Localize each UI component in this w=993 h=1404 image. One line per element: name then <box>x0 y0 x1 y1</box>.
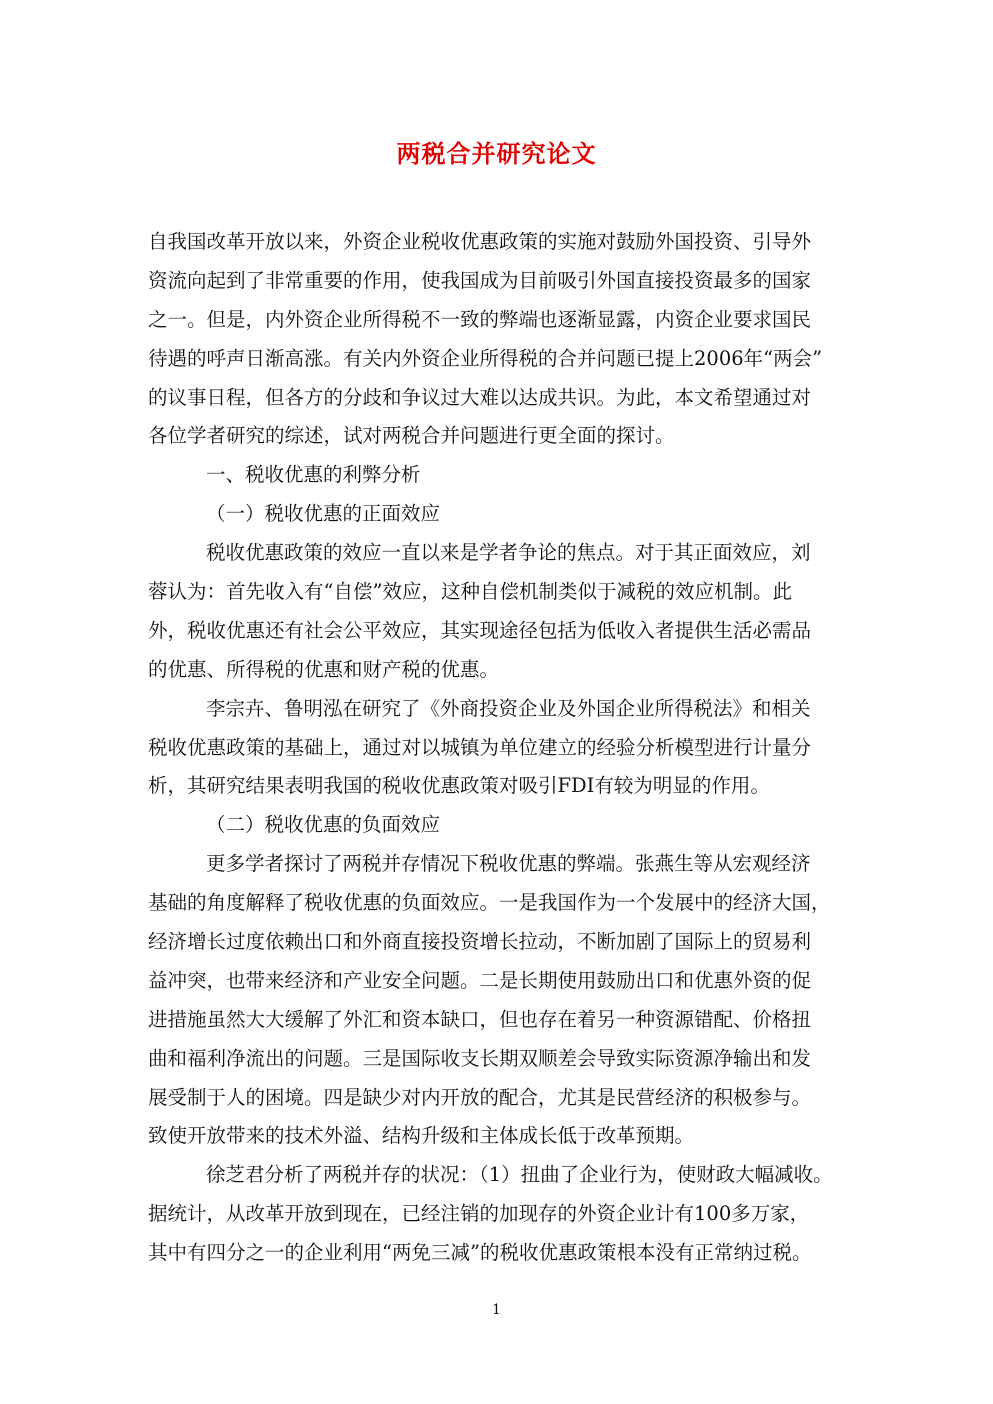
body-text <box>148 223 860 1273</box>
text-line: 资流向起到了非常重要的作用，使我国成为目前吸引外国直接投资最多的国家 <box>148 268 812 292</box>
text-line: 展受制于人的困境。四是缺少对内开放的配合，尤其是民营经济的积极参与。 <box>148 1085 812 1109</box>
text-line: 外，税收优惠还有社会公平效应，其实现途径包括为低收入者提供生活必需品 <box>148 618 812 642</box>
text-line: 一、税收优惠的利弊分析 <box>206 463 421 487</box>
text-line: 的优惠、所得税的优惠和财产税的优惠。 <box>148 657 500 681</box>
text-line: 进措施虽然大大缓解了外汇和资本缺口，但也存在着另一种资源错配、价格扭 <box>148 1007 812 1031</box>
text-line: 税收优惠政策的基础上，通过对以城镇为单位建立的经验分析模型进行计量分 <box>148 735 812 759</box>
text-line: 基础的角度解释了税收优惠的负面效应。一是我国作为一个发展中的经济大国， <box>148 891 831 915</box>
text-line: 更多学者探讨了两税并存情况下税收优惠的弊端。张燕生等从宏观经济 <box>206 852 811 876</box>
page-number: 1 <box>492 1302 501 1318</box>
text-line: 待遇的呼声日渐高涨。有关内外资企业所得税的合并问题已提上2006年“两会” <box>148 346 823 370</box>
text-line: 税收优惠政策的效应一直以来是学者争论的焦点。对于其正面效应，刘 <box>206 541 811 565</box>
text-line: 之一。但是，内外资企业所得税不一致的弊端也逐渐显露，内资企业要求国民 <box>148 307 812 331</box>
text-line: 致使开放带来的技术外溢、结构升级和主体成长低于改革预期。 <box>148 1124 695 1148</box>
text-line: 各位学者研究的综述，试对两税合并问题进行更全面的探讨。 <box>148 424 675 448</box>
text-line: 据统计，从改革开放到现在，已经注销的加现存的外资企业计有100多万家， <box>148 1202 810 1226</box>
text-line: 徐芝君分析了两税并存的状况：（1）扭曲了企业行为，使财政大幅减收。 <box>206 1163 833 1187</box>
text-line: 蓉认为：首先收入有“自偿”效应，这种自偿机制类似于减税的效应机制。此 <box>148 580 792 604</box>
text-line: 自我国改革开放以来，外资企业税收优惠政策的实施对鼓励外国投资、引导外 <box>148 230 812 253</box>
text-line: 其中有四分之一的企业利用“两免三减”的税收优惠政策根本没有正常纳过税。 <box>148 1241 812 1265</box>
text-line: （二）税收优惠的负面效应 <box>206 813 441 837</box>
text-line: 益冲突，也带来经济和产业安全问题。二是长期使用鼓励出口和优惠外资的促 <box>148 968 812 992</box>
text-line: 李宗卉、鲁明泓在研究了《外商投资企业及外国企业所得税法》和相关 <box>206 696 811 720</box>
text-line: 的议事日程，但各方的分歧和争议过大难以达成共识。为此，本文希望通过对 <box>148 385 812 409</box>
text-line: 经济增长过度依赖出口和外商直接投资增长拉动，不断加剧了国际上的贸易利 <box>148 930 812 954</box>
text-line: （一）税收优惠的正面效应 <box>206 502 441 526</box>
text-line: 析，其研究结果表明我国的税收优惠政策对吸引FDI有较为明显的作用。 <box>148 774 770 798</box>
text-line: 曲和福利净流出的问题。三是国际收支长期双顺差会导致实际资源净输出和发 <box>148 1046 812 1070</box>
page-title: 两税合并研究论文 <box>396 139 597 168</box>
